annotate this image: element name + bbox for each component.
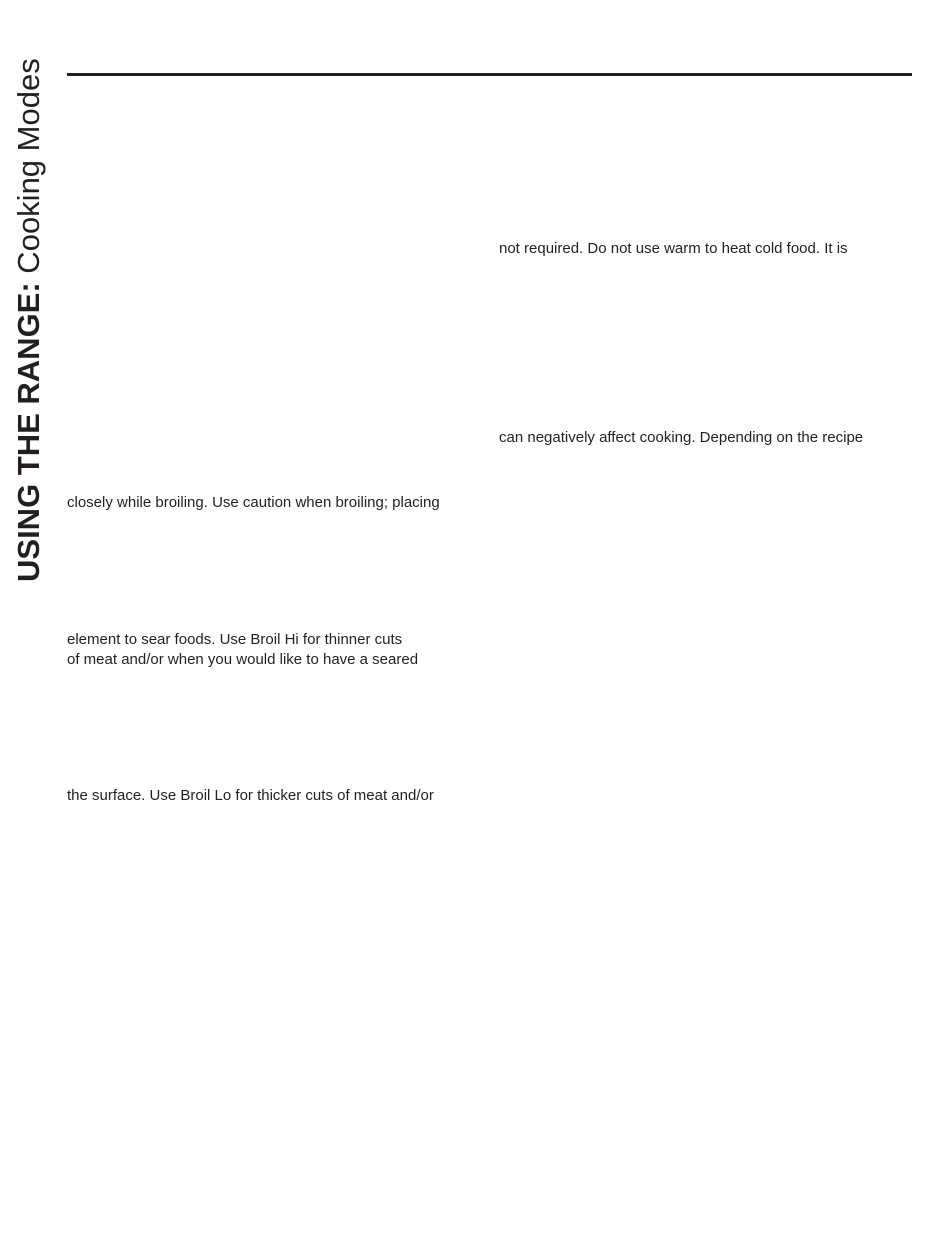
left-column-line: the surface. Use Broil Lo for thicker cuts of meat and/or [67,787,434,804]
left-column-line: of meat and/or when you would like to have a seared [67,651,419,668]
header-rule [67,73,912,76]
section-topic: Cooking Modes [11,58,46,274]
section-title: USING THE RANGE: [11,282,46,582]
section-heading [12,22,46,582]
left-column-line: closely while broiling. Use caution when broiling; placing [67,494,440,511]
right-column-line: can negatively affect cooking. Depending on the recipe [499,429,864,446]
left-column-line: element to sear foods. Use Broil Hi for thinner cuts [67,631,403,648]
right-column-line: not required. Do not use warm to heat cold food. It is [499,240,848,257]
